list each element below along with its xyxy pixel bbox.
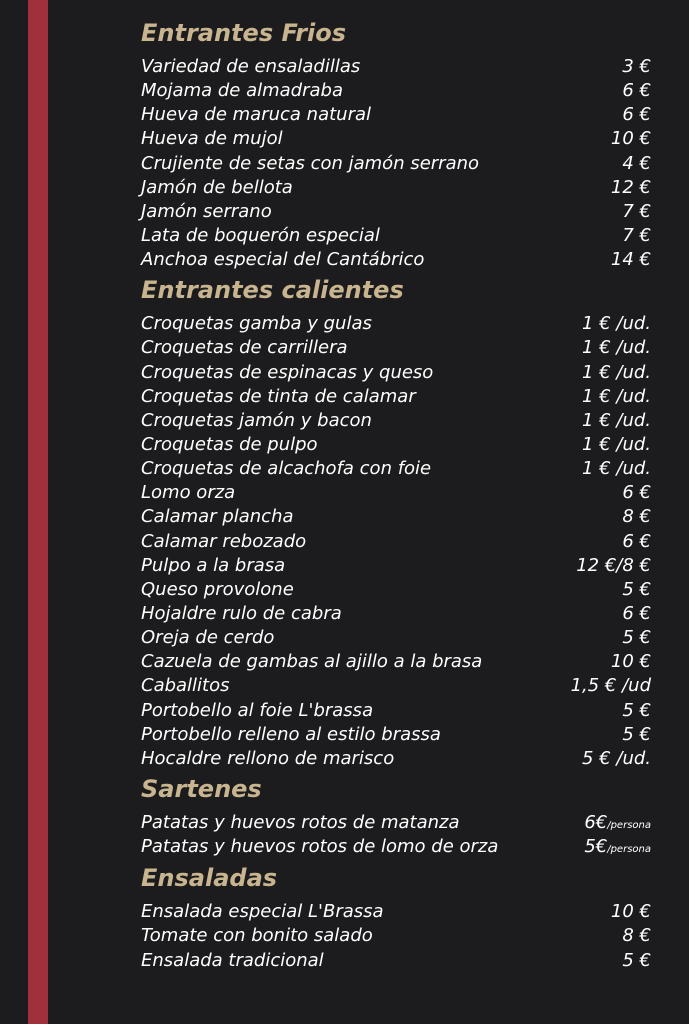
item-name: Jamón de bellota [141,176,293,198]
menu-item [141,650,651,674]
item-name: Croquetas jamón y bacon [141,409,372,431]
menu-item [141,530,651,554]
menu-item [141,127,651,151]
item-name: Croquetas de alcachofa con foie [141,458,432,480]
item-name: Patatas y huevos rotos de matanza [141,811,460,833]
menu-item [141,224,651,248]
item-price: 6 € [622,530,651,552]
menu-item [141,55,651,79]
item-price: 6 € [622,104,651,126]
menu-item [141,200,651,224]
item-price: 5 € /ud. [582,747,651,769]
item-name: Pulpo a la brasa [141,554,286,576]
menu-item [141,433,651,457]
section-ensaladas [141,863,651,972]
item-name: Hueva de maruca natural [141,104,372,126]
menu-item [141,248,651,272]
item-name: Patatas y huevos rotos de lomo de orza [141,836,499,858]
decorative-stripe [28,0,48,1024]
item-price: 5 € [622,578,651,600]
item-name: Crujiente de setas con jamón serrano [141,152,480,174]
item-name: Hojaldre rulo de cabra [141,602,342,624]
section-title: Entrantes calientes [141,276,404,305]
item-price: 7 € [622,224,651,246]
item-price: 1 € /ud. [582,409,651,431]
item-price: 14 € [610,249,651,271]
menu-item [141,602,651,626]
item-price: 3 € [622,56,651,77]
menu-item [141,361,651,385]
item-name: Croquetas de tinta de calamar [141,385,416,407]
item-price: 6 € [622,482,651,504]
item-price: 1 € /ud. [582,458,651,480]
item-price: 10 € [610,128,651,150]
menu-item [141,103,651,127]
item-name: Lata de boquerón especial [141,224,380,246]
menu-item [141,949,651,973]
item-price: 10 € [610,651,651,673]
section-title: Ensaladas [141,864,278,893]
item-price: 5 € [622,949,651,971]
item-name: Hocaldre rellono de marisco [141,747,395,769]
item-price: 1 € /ud. [582,433,651,455]
item-name: Portobello relleno al estilo brassa [141,723,441,745]
menu-item [141,835,651,859]
item-name: Portobello al foie L'brassa [141,699,374,721]
item-price: 10 € [610,901,651,923]
item-price: 12 € [610,176,651,198]
item-name: Tomate con bonito salado [141,925,373,947]
item-name: Croquetas de pulpo [141,433,318,455]
menu-item [141,811,651,835]
section-title: Sartenes [141,774,262,803]
menu-item [141,924,651,948]
item-price: 5 € [622,627,651,649]
item-name: Mojama de almadraba [141,80,343,102]
item-name: Anchoa especial del Cantábrico [141,249,425,271]
menu-item [141,554,651,578]
item-name: Calamar plancha [141,506,294,528]
item-name: Variedad de ensaladillas [141,56,361,77]
price-unit: /persona [607,819,651,831]
item-name: Croquetas gamba y gulas [141,313,372,335]
price-unit: /persona [607,844,651,856]
item-price: 6 € [622,80,651,102]
menu [141,18,651,973]
section-sartenes [141,774,651,859]
item-price: 4 € [622,152,651,174]
menu-item [141,176,651,200]
menu-item [141,457,651,481]
menu-item [141,674,651,698]
menu-item [141,481,651,505]
item-price: 6 € [622,602,651,624]
item-price: 7 € [622,200,651,222]
item-name: Hueva de mujol [141,128,283,150]
menu-item [141,79,651,103]
item-name: Jamón serrano [141,200,272,222]
section-title: Entrantes Frios [141,19,347,47]
item-name: Ensalada tradicional [141,949,324,971]
menu-item [141,409,651,433]
item-name: Cazuela de gambas al ajillo a la brasa [141,651,483,673]
menu-item [141,747,651,771]
item-name: Caballitos [141,675,230,697]
item-price: 8 € [622,506,651,528]
menu-item [141,900,651,924]
item-price: 5 € [622,699,651,721]
section-entrantes-calientes [141,275,651,771]
item-price: 1 € /ud. [582,337,651,359]
item-price: 1,5 € /ud [570,675,651,697]
item-name: Croquetas de espinacas y queso [141,361,434,383]
item-price: 8 € [622,925,651,947]
item-price: 6€/persona [584,811,651,833]
menu-item [141,723,651,747]
item-name: Lomo orza [141,482,236,504]
menu-item [141,152,651,176]
item-price: 1 € /ud. [582,385,651,407]
menu-item [141,312,651,336]
item-price: 1 € /ud. [582,313,651,335]
item-name: Croquetas de carrillera [141,337,348,359]
item-name: Oreja de cerdo [141,627,275,649]
item-name: Ensalada especial L'Brassa [141,901,384,923]
menu-item [141,336,651,360]
item-price: 12 €/8 € [576,554,651,576]
item-price: 1 € /ud. [582,361,651,383]
menu-item [141,505,651,529]
menu-item [141,626,651,650]
item-name: Calamar rebozado [141,530,307,552]
menu-item [141,699,651,723]
menu-item [141,385,651,409]
item-name: Queso provolone [141,578,294,600]
item-price: 5 € [622,723,651,745]
menu-item [141,578,651,602]
item-price: 5€/persona [584,836,651,858]
section-entrantes-frios [141,18,651,272]
